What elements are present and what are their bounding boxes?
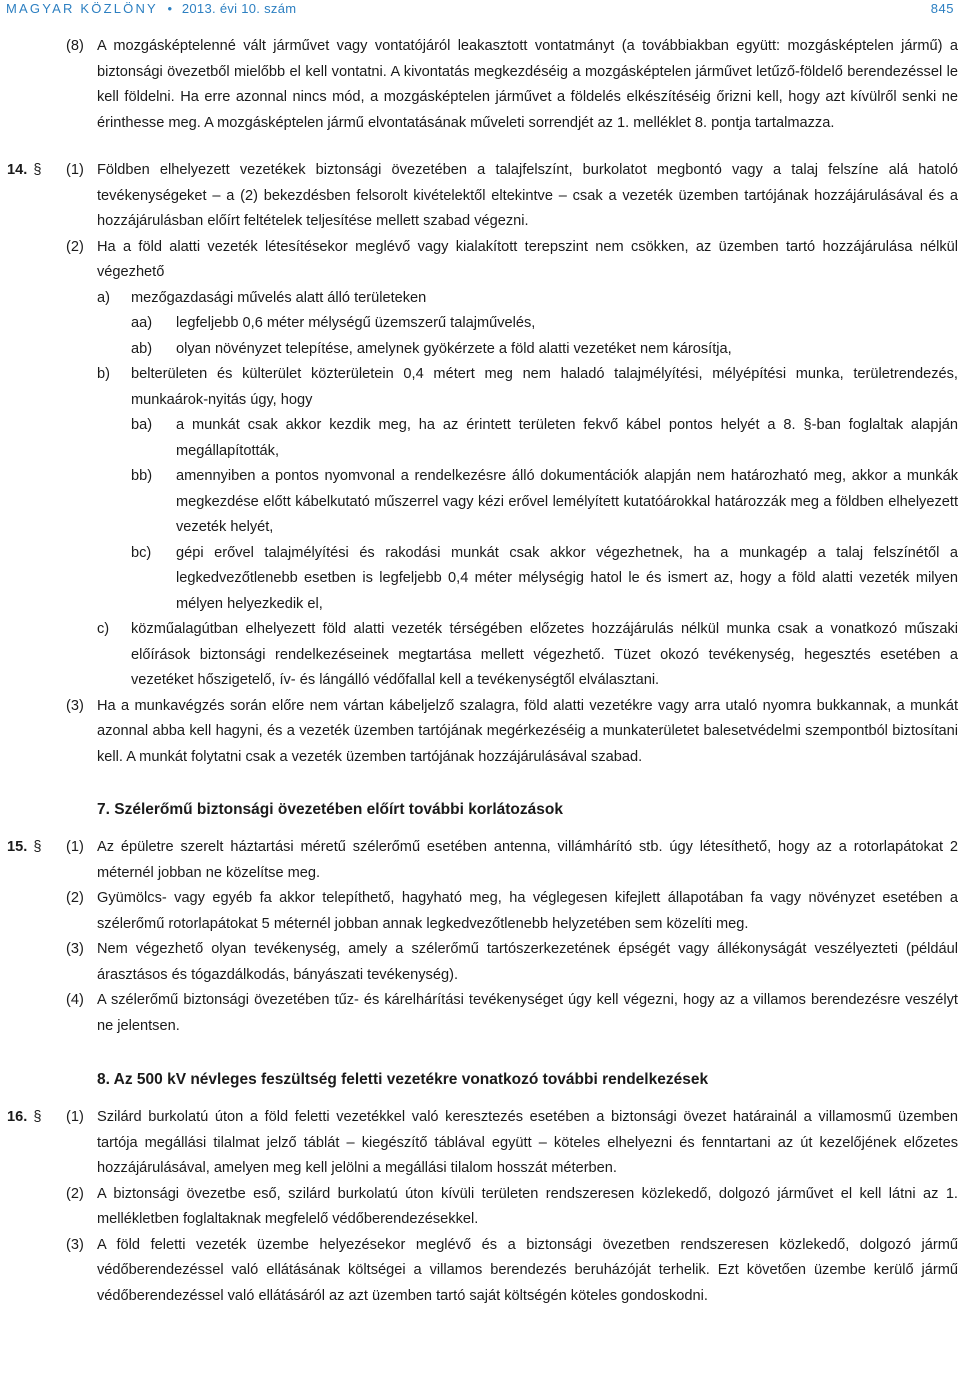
paragraph-text: Nem végezhető olyan tevékenység, amely a szélerőmű tartószerkezetének épségét vagy állékonyságát veszélyezteti (például árasztásos és tógazdálkodás, bányászati tevékenység). xyxy=(97,941,958,983)
paragraph-number: (3) xyxy=(66,1236,84,1253)
item-text: belterületen és külterület közterületein 0,4 métert meg nem haladó talajmélyítési, mélyépítési munka, területrendezés, munkaárok-nyitás úgy, hogy xyxy=(131,366,958,408)
page-number: 845 xyxy=(930,1,954,16)
item-label: a) xyxy=(97,289,110,306)
paragraph-text: A szélerőmű biztonsági övezetében tűz- és kárelhárítási tevékenységet úgy kell végezni, hogy az a villamos berendezésre veszélyt ne jelentsen. xyxy=(97,992,958,1034)
paragraph-number: (2) xyxy=(66,238,84,255)
item-text: mezőgazdasági művelés alatt álló területeken xyxy=(131,289,427,306)
paragraph-number: (1) xyxy=(66,839,84,855)
paragraph-number: (2) xyxy=(66,1185,84,1202)
section-15 xyxy=(0,835,960,1039)
paragraph-8-block xyxy=(0,34,960,136)
paragraph-number: (3) xyxy=(66,941,84,957)
list-item xyxy=(0,617,960,694)
paragraph xyxy=(0,835,960,886)
paragraph-text: A föld feletti vezeték üzembe helyezésekor meglévő és a biztonsági övezetben rendszeresen közlekedő, dolgozó jármű védőberendezéssel való ellátásának költségei a villamos berendezés beruházóját terhelik. Ezt követően üzembe kerülő jármű védőberendezéssel való ellátásáról az azt üzemben tartó saját költségén köteles gondoskodni. xyxy=(97,1236,958,1304)
item-text: közműalagútban elhelyezett föld alatti vezeték térségében előzetes hozzájárulás nélkül munka csak a vonatkozó műszaki előírások biztonsági rendelkezéseinek megtartása mellett végezhető. Tüzet okozó tevékenység, hegesztés esetében a vezetéket hőszigetelő, ív- és lángálló védőfallal kell a tevékenységtől elválasztani. xyxy=(131,621,958,688)
item-label: b) xyxy=(97,366,110,382)
section-heading-8: 8. Az 500 kV névleges feszültség feletti vezetékre vonatkozó további rendelkezések xyxy=(97,1071,709,1088)
paragraph-number: (2) xyxy=(66,890,84,906)
paragraph-text: Ha a föld alatti vezeték létesítésekor meglévő vagy kialakított terepszint nem csökken, az üzemben tartó hozzájárulása nélkül végezhető xyxy=(97,238,958,280)
section-no: 16. xyxy=(7,1109,28,1125)
section-heading-7: 7. Szélerőmű biztonsági övezetében előírt további korlátozások xyxy=(97,801,563,818)
paragraph xyxy=(0,1105,960,1182)
paragraph xyxy=(0,988,960,1039)
paragraph xyxy=(0,694,960,771)
section-sign: § xyxy=(33,1109,42,1125)
sub-item xyxy=(0,464,960,541)
sub-item-label: bc) xyxy=(131,544,152,561)
paragraph-text: Az épületre szerelt háztartási méretű szélerőmű esetében antenna, villámhárító stb. úgy létesíthető, hogy az a rotorlapátokat 2 méternél jobban ne közelítse meg. xyxy=(97,839,958,881)
paragraph xyxy=(0,937,960,988)
paragraph-number: (4) xyxy=(66,992,84,1008)
page-header xyxy=(6,1,954,19)
sub-item-label: ab) xyxy=(131,340,153,357)
sub-item-text: olyan növényzet telepítése, amelynek gyökérzete a föld alatti vezetéket nem károsítja, xyxy=(176,340,732,357)
sub-item-label: bb) xyxy=(131,468,153,484)
paragraph xyxy=(0,886,960,937)
section-no: 15. xyxy=(7,839,28,855)
section-no: 14. xyxy=(7,162,28,178)
paragraph-text: A biztonsági övezetbe eső, szilárd burkolatú úton kívüli területen rendszeresen közlekedő, dolgozó járművet el kell látni az 1. mellékletben foglaltaknak megfelelő védőberendezésekkel. xyxy=(97,1185,958,1227)
document-body xyxy=(0,34,960,1309)
paragraph-number: (8) xyxy=(66,38,84,54)
paragraph-text: Gyümölcs- vagy egyéb fa akkor telepíthető, hagyható meg, ha véglegesen kifejlett állapotában fa vagy növényzet esetében a szélerőmű rotorlapátokat 5 méternél jobban annak legkedvezőtlenebb helyzetében sem közelíti meg. xyxy=(97,890,958,932)
section-14 xyxy=(0,158,960,770)
section-sign: § xyxy=(33,839,42,855)
item-label: c) xyxy=(97,621,110,637)
paragraph xyxy=(0,235,960,286)
paragraph-number: (1) xyxy=(66,1109,84,1125)
paragraph-text: Ha a munkavégzés során előre nem vártan kábeljelző szalagra, föld alatti vezetékre vagy arra utaló nyomra bukkannak, a munkát azonnal abba kell hagyni, és a vezeték üzemben tartójának megérkezéséig a munkaterületet balesetvédelmi szempontból biztosítani kell. A munkát folytatni csak a vezeték üzemben tartójának hozzájárulásával szabad. xyxy=(97,697,958,765)
list-item xyxy=(0,362,960,413)
paragraph xyxy=(0,34,960,136)
journal-name: MAGYAR KÖZLÖNY xyxy=(6,1,158,16)
section-sign: § xyxy=(33,162,42,178)
sub-item-label: ba) xyxy=(131,417,153,433)
sub-item xyxy=(0,311,960,337)
issue-date: 2013. évi 10. szám xyxy=(181,1,297,16)
sub-item xyxy=(0,337,960,363)
list-item xyxy=(0,286,960,312)
sub-item-text: legfeljebb 0,6 méter mélységű üzemszerű talajművelés, xyxy=(176,315,536,331)
sub-item xyxy=(0,541,960,618)
sub-item-text: amennyiben a pontos nyomvonal a rendelkezésre álló dokumentációk alapján nem határozható meg, akkor a munkák megkezdése előtt kábelkutató műszerrel vagy kézi erővel lemélyített kutatóárokkal határozzák meg a földben elhelyezett vezeték helyét, xyxy=(176,468,958,535)
paragraph-text: A mozgásképtelenné vált járművet vagy vontatójáról leakasztott vontatmányt (a továbbiakban együtt: mozgásképtelen jármű) a biztonsági övezetből mielőbb el kell vontatni. A kivontatás megkezdéséig a mozgásképtelen járművet letűző-földelő berendezéssel le kell földelni. Ha erre azonnal nincs mód, a mozgásképtelen járművet a földelés elkészítéséig őrizni kell, hogy azt kívülről senki ne érinthesse meg. A mozgásképtelen jármű elvontatásának műveleti sorrendjét az 1. melléklet 8. pontja tartalmazza. xyxy=(97,38,958,131)
paragraph-text: Földben elhelyezett vezetékek biztonsági övezetében a talajfelszínt, burkolatot megbontó vagy a talaj felszíne alá hatoló tevékenységeket – a (2) bekezdésben felsorolt kivételektől eltekintve – csak a vezeték üzemben tartójának hozzájárulásával és a hozzájárulásban előírt feltételek teljesítése mellett szabad végezni. xyxy=(97,162,958,229)
paragraph xyxy=(0,1233,960,1310)
paragraph-number: (3) xyxy=(66,697,84,714)
paragraph xyxy=(0,158,960,235)
paragraph-text: Szilárd burkolatú úton a föld feletti vezetékkel való keresztezés esetében a biztonsági övezet határainál a villamosmű üzemben tartója megállási tilalmat jelző táblát – kiegészítő táblával együtt – köteles elhelyezni és fenntartani az út kezelőjének előzetes hozzájárulásával, amelyen meg kell jelölni a megállási tilalom hosszát méterben. xyxy=(97,1109,958,1176)
sub-item-label: aa) xyxy=(131,315,153,331)
publication-title xyxy=(6,1,296,16)
section-16 xyxy=(0,1105,960,1309)
header-bullet: • xyxy=(167,1,173,16)
paragraph-number: (1) xyxy=(66,162,84,178)
sub-item-text: a munkát csak akkor kezdik meg, ha az érintett területen fekvő kábel pontos helyét a 8. §-ban foglaltak alapján megállapították, xyxy=(176,417,958,459)
paragraph xyxy=(0,1182,960,1233)
sub-item xyxy=(0,413,960,464)
sub-item-text: gépi erővel talajmélyítési és rakodási munkát csak akkor végezhetnek, ha a munkagép a talaj felszínétől a legkedvezőtlenebb esetben is legfeljebb 0,4 méter mélységig hatol le és ismert az, hogy a föld alatti vezeték milyen mélyen helyezkedik el, xyxy=(176,544,958,612)
